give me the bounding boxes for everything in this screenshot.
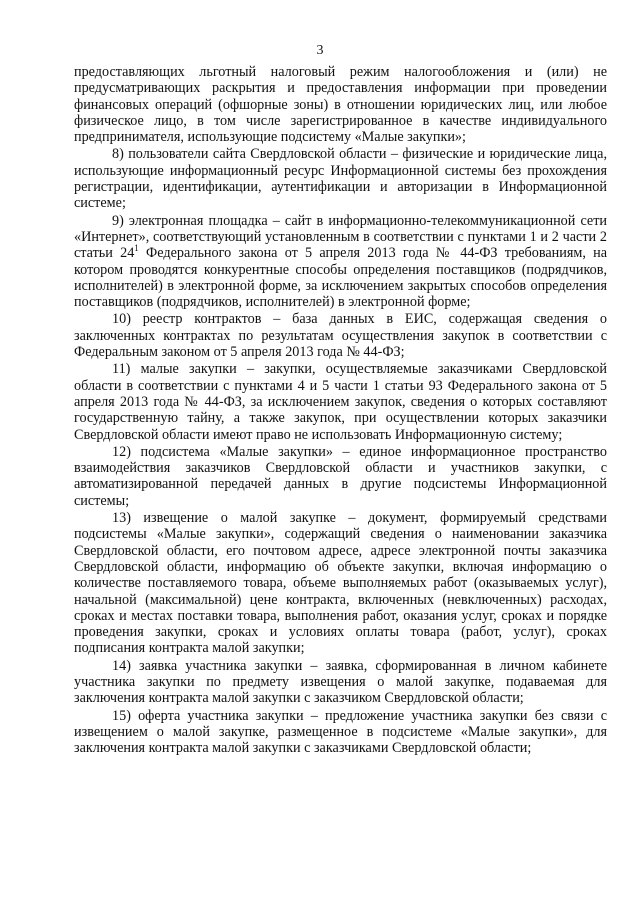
paragraph-12: 12) подсистема «Малые закупки» – единое информационное пространство взаимодействия заказчиков Свердловской области и участников закупки, с автоматизированной передачей данных в другие подсистемы Информационной системы; (74, 443, 607, 509)
paragraph-14: 14) заявка участника закупки – заявка, сформированная в личном кабинете участника закупки по предмету извещения о малой закупке, подаваемая для заключения контракта малой закупки с заказчиком Свердловской области; (74, 657, 607, 707)
paragraph-9-superscript: 1 (134, 243, 139, 254)
paragraph-13: 13) извещение о малой закупке – документ, формируемый средствами подсистемы «Малые закупки», содержащий сведения о наименовании заказчика Свердловской области, его почтовом адресе, адресе электронной почты заказчика Свердловской области, информацию об объекте закупки, включая информацию о количестве поставляемого товара, объеме выполняемых работ (оказываемых услуг), начальной (максимальной) цене контракта, включенных (невключенных) расходах, сроках и местах поставки товара, выполнения работ, оказания услуг, сроках и порядке проведения закупки, сроках и условиях оплаты товара (работ, услуг), сроках подписания контракта малой закупки; (74, 510, 607, 657)
paragraph-11: 11) малые закупки – закупки, осуществляемые заказчиками Свердловской области в соответствии с пунктами 4 и 5 части 1 статьи 93 Федерального закона от 5 апреля 2013 года № 44-ФЗ, за исключением закупок, сведения о которых составляют государственную тайну, а также закупок, при осуществлении которых заказчики Свердловской области имеют право не использовать Информационную систему; (74, 361, 607, 443)
paragraph-15: 15) оферта участника закупки – предложение участника закупки без связи с извещением о малой закупке, размещенное в подсистеме «Малые закупки», для заключения контракта малой закупки с заказчиками Свердловской области; (74, 707, 607, 757)
document-body (74, 64, 607, 757)
page-number: 3 (316, 43, 324, 58)
paragraph-8: 8) пользователи сайта Свердловской области – физические и юридические лица, использующие информационный ресурс Информационной системы без прохождения регистрации, идентификации, аутентификации и авторизации в Информационной системе; (74, 146, 607, 212)
paragraph-10: 10) реестр контрактов – база данных в ЕИС, содержащая сведения о заключенных контрактах по результатам осуществления закупок в соответствии с Федеральным законом от 5 апреля 2013 года № 44-ФЗ; (74, 311, 607, 361)
paragraph-9-text-after: Федерального закона от 5 апреля 2013 года № 44-ФЗ требованиям, на котором проводятся конкурентные способы определения поставщиков (подрядчиков, исполнителей) в электронной форме, за исключением закрытых способов определения поставщиков (подрядчиков, исполнителей) в электронной форме; (74, 245, 607, 311)
paragraph-7-continuation: предоставляющих льготный налоговый режим налогообложения и (или) не предусматривающих раскрытия и предоставления информации при проведении финансовых операций (офшорные зоны) в отношении юридических лиц, или любое физическое лицо, в том числе зарегистрированное в качестве индивидуального предпринимателя, использующие подсистему «Малые закупки»; (74, 64, 607, 146)
paragraph-9 (74, 213, 607, 311)
paragraph-9-text-before: 9) электронная площадка – сайт в информационно-телекоммуникационной сети «Интернет», соответствующий установленным в соответствии с пунктами 1 и 2 части 2 статьи 24 (74, 212, 607, 262)
